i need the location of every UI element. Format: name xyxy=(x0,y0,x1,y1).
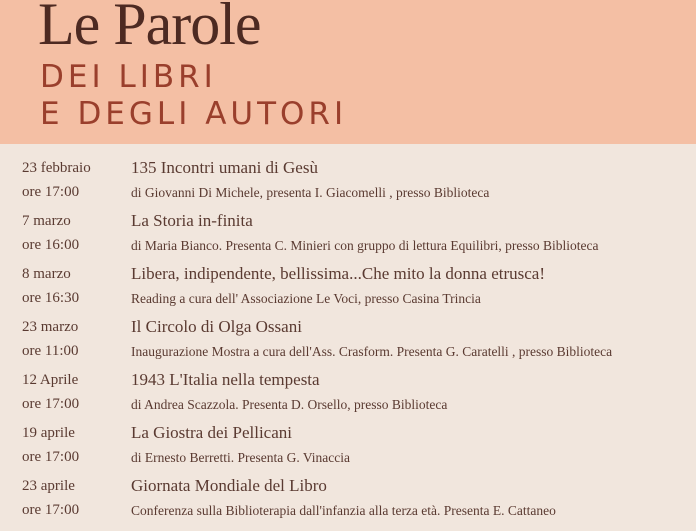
event-title: Il Circolo di Olga Ossani xyxy=(131,317,302,336)
event-date: 7 marzo xyxy=(22,213,71,229)
event-title: La Giostra dei Pellicani xyxy=(131,423,292,442)
event-description: Reading a cura dell' Associazione Le Voci, presso Casina Trincia xyxy=(131,291,481,306)
event-time: ore 16:30 xyxy=(22,290,80,306)
event-date: 23 febbraio xyxy=(22,160,91,176)
event-item xyxy=(0,468,696,521)
event-date: 19 aprile xyxy=(22,425,75,441)
event-item xyxy=(0,150,696,203)
event-description: di Giovanni Di Michele, presenta I. Giacomelli , presso Biblioteca xyxy=(131,185,490,200)
header-banner xyxy=(0,0,696,144)
event-title: Giornata Mondiale del Libro xyxy=(131,476,327,495)
subtitle-line-2: E DEGLI AUTORI xyxy=(40,96,348,132)
event-time: ore 17:00 xyxy=(22,502,80,518)
page-title: Le Parole xyxy=(38,0,261,57)
event-description: Conferenza sulla Biblioterapia dall'infanzia alla terza età. Presenta E. Cattaneo xyxy=(131,503,556,518)
event-title: 135 Incontri umani di Gesù xyxy=(131,158,318,177)
event-description: Inaugurazione Mostra a cura dell'Ass. Crasform. Presenta G. Caratelli , presso Biblioteca xyxy=(131,344,613,359)
event-title: Libera, indipendente, bellissima...Che mito la donna etrusca! xyxy=(131,264,546,283)
event-item xyxy=(0,362,696,415)
event-description: di Maria Bianco. Presenta C. Minieri con gruppo di lettura Equilibri, presso Biblioteca xyxy=(131,238,599,253)
event-time: ore 17:00 xyxy=(22,449,80,465)
event-date: 12 Aprile xyxy=(22,372,79,388)
event-time: ore 11:00 xyxy=(22,343,79,359)
event-time: ore 16:00 xyxy=(22,237,80,253)
subtitle-line-1: DEI LIBRI xyxy=(40,59,217,95)
event-title: 1943 L'Italia nella tempesta xyxy=(131,370,320,389)
event-item xyxy=(0,309,696,362)
event-title: La Storia in-finita xyxy=(131,211,253,230)
event-time: ore 17:00 xyxy=(22,396,80,412)
event-description: di Andrea Scazzola. Presenta D. Orsello, presso Biblioteca xyxy=(131,397,448,412)
event-item xyxy=(0,415,696,468)
event-date: 23 aprile xyxy=(22,478,75,494)
event-date: 8 marzo xyxy=(22,266,71,282)
event-item xyxy=(0,203,696,256)
event-date: 23 marzo xyxy=(22,319,79,335)
event-list xyxy=(0,150,696,521)
event-time: ore 17:00 xyxy=(22,184,80,200)
event-item xyxy=(0,256,696,309)
event-description: di Ernesto Berretti. Presenta G. Vinaccia xyxy=(131,450,350,465)
